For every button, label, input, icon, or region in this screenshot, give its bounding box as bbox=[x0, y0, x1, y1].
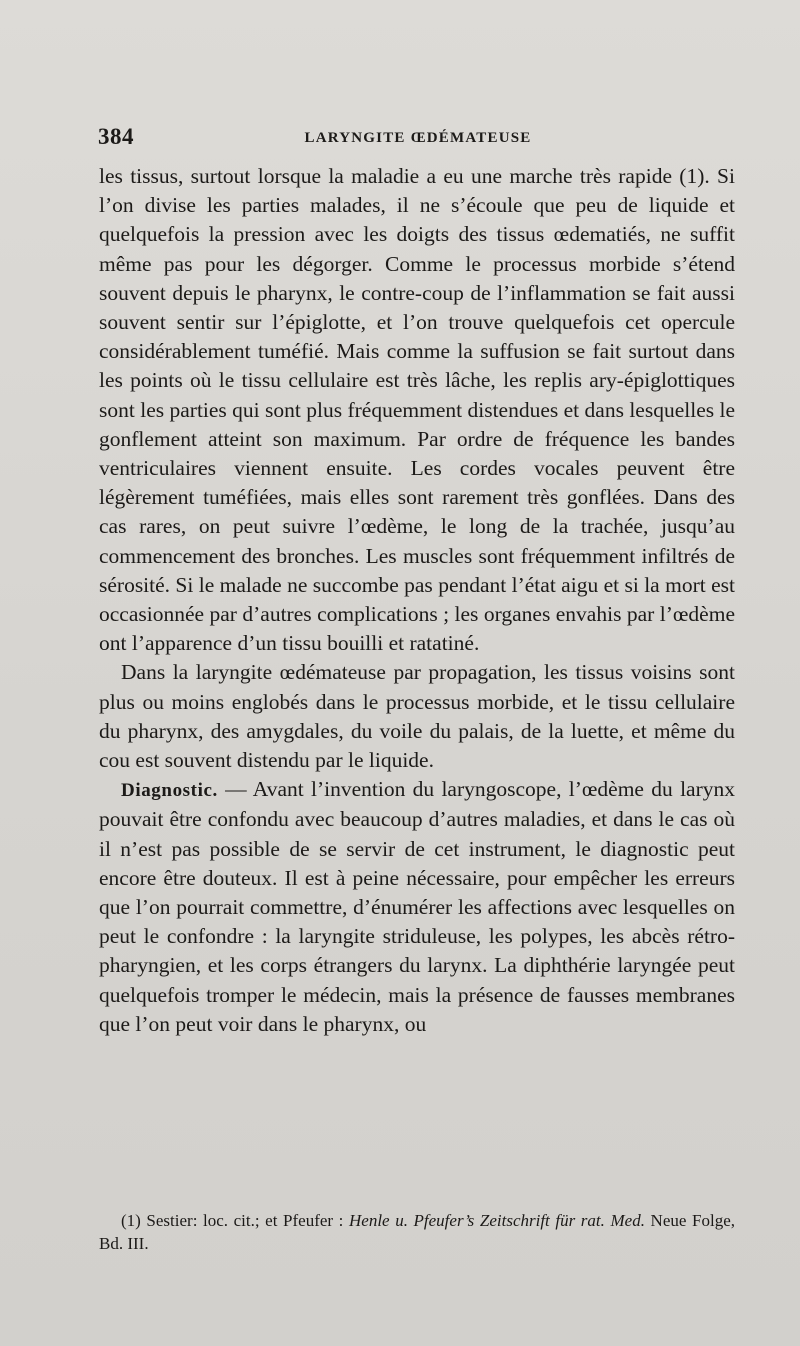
running-head: LARYNGITE ŒDÉMATEUSE bbox=[304, 130, 532, 146]
paragraph-text: — Avant l’invention du laryngoscope, l’œdème du larynx pouvait être confondu avec beaucoup d’autres maladies, et dans le cas où il n’est pas possible de se servir de cet instrument, le diagnostic peut encore être douteux. Il est à peine nécessaire, pour empêcher les erreurs que l’on pourrait commettre, d’énumérer les affections avec lesquelles on peut le confondre : la laryngite striduleuse, les polypes, les abcès rétro-pharyngien, et les corps étrangers du larynx. La diphthérie laryngée peut quelquefois tromper le médecin, mais la présence de fausses membranes que l’on peut voir dans le pharynx, ou bbox=[99, 777, 735, 1036]
paragraph: les tissus, surtout lorsque la maladie a eu une marche très rapide (1). Si l’on divise les parties malades, il ne s’écoule que peu de liquide et quelquefois la pression avec les doigts des tissus œdematiés, ne suffit même pas pour les dégorger. Comme le processus morbide s’étend souvent depuis le pharynx, le contre-coup de l’inflammation se fait aussi souvent sentir sur l’épiglotte, et l’on trouve quelquefois cet opercule considérablement tuméfié. Mais comme la suffusion se fait surtout dans les points où le tissu cellulaire est très lâche, les replis ary-épiglottiques sont les parties qui sont plus fréquemment distendues et dans lesquelles le gonflement atteint son maximum. Par ordre de fréquence les bandes ventriculaires viennent ensuite. Les cordes vocales peuvent être légèrement tuméfiées, mais elles sont rarement très gonflées. Dans des cas rares, on peut suivre l’œdème, le long de la trachée, jusqu’au commencement des bronches. Les muscles sont fréquemment infiltrés de sérosité. Si le malade ne succombe pas pendant l’état aigu et si la mort est occasionnée par d’autres complications ; les organes envahis par l’œdème ont l’apparence d’un tissu bouilli et ratatiné. bbox=[99, 164, 735, 656]
footnote-journal-title: Henle u. Pfeufer’s Zeitschrift für rat. Med. bbox=[349, 1211, 645, 1230]
paragraph: Dans la laryngite œdémateuse par propagation, les tissus voisins sont plus ou moins englobés dans le processus morbide, et le tissu cellulaire du pharynx, des amygdales, du voile du palais, de la luette, et même du cou est souvent distendu par le liquide. bbox=[99, 660, 735, 773]
footnote-text: (1) Sestier: loc. cit.; et Pfeufer : bbox=[121, 1211, 349, 1230]
body-text bbox=[99, 162, 735, 1039]
paragraph-diagnostic bbox=[99, 775, 735, 1039]
footnote bbox=[99, 1209, 735, 1255]
footnote-text-end: Neue Folge, Bd. III. bbox=[99, 1211, 735, 1253]
page-number: 384 bbox=[98, 124, 134, 149]
section-heading: Diagnostic. bbox=[121, 780, 218, 802]
page-header bbox=[98, 124, 738, 156]
